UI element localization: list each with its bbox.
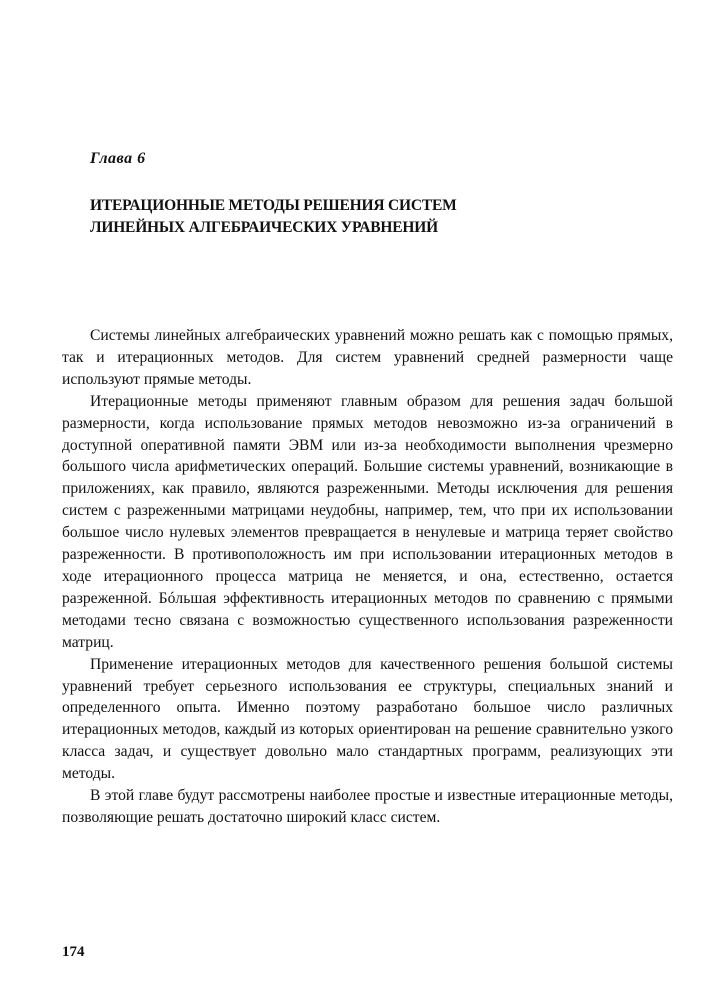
chapter-label: Глава 6 <box>90 150 146 167</box>
paragraph: Итерационные методы применяют главным образом для решения задач большой размерности, когда использование прямых методов невозможно из-за ограничений в доступной оперативной памяти ЭВМ или из-за необходимости выполнения чрезмерно большого числа арифметических операций. Большие системы уравнений, возникающие в приложениях, как правило, являются разреженными. Методы исключения для решения систем с разреженными матрицами неудобны, например, тем, что при их использовании большое число нулевых элементов превращается в ненулевые и матрица теряет свойство разреженности. В противоположность им при использовании итерационных методов в ходе итерационного процесса матрица не меняется, и она, естественно, остается разреженной. Бóльшая эффективность итерационных методов по сравнению с прямыми методами тесно связана с возможностью существенного использования разреженности матриц. <box>62 392 673 651</box>
page-number: 174 <box>62 944 85 960</box>
chapter-title-line: ИТЕРАЦИОННЫЕ МЕТОДЫ РЕШЕНИЯ СИСТЕМ <box>90 197 457 214</box>
paragraph: В этой главе будут рассмотрены наиболее простые и известные итерационные методы, позволяющие решать достаточно широкий класс систем. <box>62 787 673 826</box>
paragraph: Системы линейных алгебраических уравнений можно решать как с помощью прямых, так и итерационных методов. Для систем уравнений средней размерности чаще используют прямые методы. <box>62 327 673 388</box>
paragraph: Применение итерационных методов для качественного решения большой системы уравнений требует серьезного использования ее структуры, специальных знаний и определенного опыта. Именно поэтому разработано большое число различных итерационных методов, каждый из которых ориентирован на решение сравнительно узкого класса задач, и существует довольно мало стандартных программ, реализующих эти методы. <box>62 655 673 783</box>
chapter-title <box>90 195 650 239</box>
body-text <box>62 325 673 829</box>
chapter-title-line: ЛИНЕЙНЫХ АЛГЕБРАИЧЕСКИХ УРАВНЕНИЙ <box>90 219 438 236</box>
